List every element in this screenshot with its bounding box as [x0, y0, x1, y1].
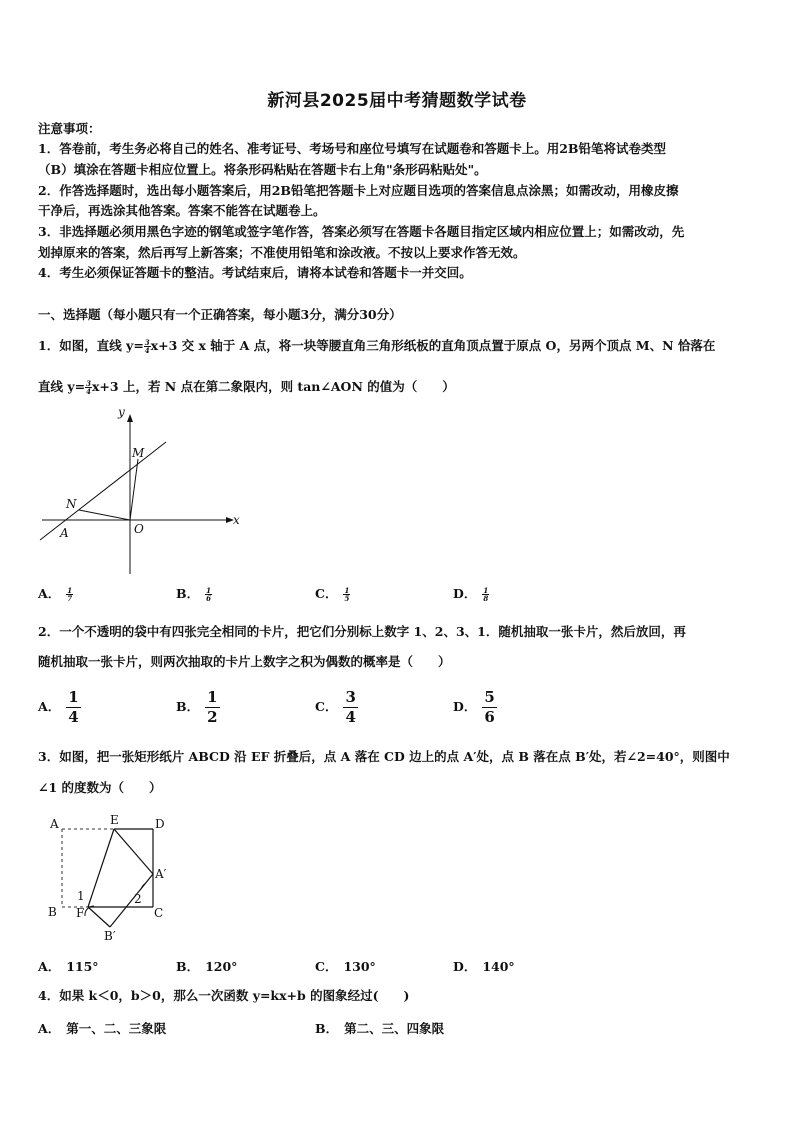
- label-a: A: [60, 526, 69, 540]
- label-angle-2: 2: [134, 892, 142, 906]
- q1-text-b: x+3 上，若 N 点在第二象限内，则 tan∠AON 的值为（ ）: [91, 379, 455, 394]
- q4-option-b[interactable]: [315, 1019, 444, 1037]
- frac-numerator: 3: [144, 338, 150, 347]
- option-label: D．: [453, 959, 477, 974]
- edge-ea: [114, 829, 153, 874]
- label-x: x: [233, 513, 240, 527]
- label-y: y: [118, 405, 125, 419]
- frac-numerator: 1: [68, 688, 79, 706]
- notice-line: 4．考生必须保证答题卡的整洁。考试结束后，请将本试卷和答题卡一并交回。: [38, 265, 472, 280]
- label-b-prime: B′: [104, 929, 116, 940]
- notice-line: （B）填涂在答题卡相应位置上。将条形码粘贴在答题卡右上角"条形码粘贴处"。: [38, 162, 487, 177]
- notice-line: 3．非选择题必须用黑色字迹的钢笔或签字笔作答，答案必须写在答题卡各题目指定区域内相应位置上；如需改动，先: [38, 224, 685, 239]
- option-fraction: [482, 690, 496, 725]
- q1-option-a[interactable]: [38, 584, 73, 602]
- option-label: A．: [38, 959, 61, 974]
- q3-stem-line1: 3．如图，把一张矩形纸片 ABCD 沿 EF 折叠后，点 A 落在 CD 边上的点 A′处，点 B 落在点 B′处，若∠2=40°，则图中: [38, 749, 730, 764]
- q1-option-d[interactable]: [453, 584, 489, 602]
- option-value: 第二、三、四象限: [344, 1021, 445, 1036]
- frac-denominator: 2: [207, 708, 218, 726]
- option-label: D．: [453, 699, 477, 714]
- frac-denominator: 6: [484, 708, 495, 726]
- frac-denominator: 8: [483, 594, 489, 603]
- option-fraction: [66, 587, 73, 602]
- label-o: O: [134, 522, 144, 536]
- option-value: 140°: [482, 959, 515, 974]
- notice-line: 1．答卷前，考生务必将自己的姓名、准考证号、考场号和座位号填写在试题卷和答题卡上。用2B铅笔将试卷类型: [38, 141, 666, 156]
- q1-text-a: 1．如图，直线 y=: [38, 338, 144, 353]
- notice-heading: 注意事项：: [38, 121, 101, 136]
- label-angle-1: 1: [77, 889, 85, 903]
- option-value: 115°: [66, 959, 99, 974]
- frac-denominator: 5: [344, 594, 350, 603]
- frac-denominator: 4: [68, 708, 79, 726]
- option-value: 第一、二、三象限: [66, 1021, 167, 1036]
- q3-stem-line2: ∠1 的度数为（ ）: [38, 780, 162, 795]
- notice-line: 划掉原来的答案，然后再写上新答案；不准使用铅笔和涂改液。不按以上要求作答无效。: [38, 245, 526, 260]
- q3-option-a[interactable]: [38, 957, 99, 975]
- frac-denominator: 7: [67, 594, 73, 603]
- option-fraction: [205, 587, 212, 602]
- notice-line: 2．作答选择题时，选出每小题答案后，用2B铅笔把答题卡上对应题目选项的答案信息点涂黑；如需改动，用橡皮擦: [38, 183, 679, 198]
- label-e: E: [110, 813, 119, 827]
- q1-text-a: 直线 y=: [38, 379, 86, 394]
- fraction: [144, 339, 151, 354]
- option-label: B．: [315, 1021, 339, 1036]
- option-fraction: [343, 587, 350, 602]
- frac-numerator: 1: [206, 586, 211, 595]
- option-label: A．: [38, 586, 61, 601]
- page-title: 新河县2025届中考猜题数学试卷: [267, 91, 527, 111]
- option-value: 120°: [205, 959, 238, 974]
- q1-text-b: x+3 交 x 轴于 A 点，将一块等腰直角三角形纸板的直角顶点置于原点 O，另两个顶点 M、N 恰落在: [150, 338, 716, 353]
- frac-numerator: 3: [345, 688, 356, 706]
- label-a-prime: A′: [155, 867, 167, 881]
- option-label: B．: [176, 959, 200, 974]
- option-label: A．: [38, 699, 61, 714]
- line-am: [40, 442, 166, 540]
- label-m: M: [132, 446, 145, 460]
- segment-om: [130, 459, 138, 520]
- label-f: F: [76, 906, 85, 920]
- label-a: A: [50, 817, 59, 831]
- q2-option-b[interactable]: [176, 690, 220, 725]
- frac-numerator: 1: [67, 586, 73, 595]
- q1-stem-line1: [38, 338, 758, 354]
- option-label: C．: [315, 959, 338, 974]
- q1-option-b[interactable]: [176, 584, 212, 602]
- option-label: C．: [315, 586, 338, 601]
- frac-numerator: 1: [344, 586, 350, 595]
- q3-option-d[interactable]: [453, 957, 515, 975]
- segment-on: [79, 510, 130, 520]
- notice-line: 干净后，再选涂其他答案。答案不能答在试题卷上。: [38, 203, 326, 218]
- q2-stem-line1: 2．一个不透明的袋中有四张完全相同的卡片，把它们分别标上数字 1、2、3、1．随机抽取一张卡片，然后放回，再: [38, 624, 686, 639]
- option-label: B．: [176, 586, 200, 601]
- frac-numerator: 3: [86, 379, 91, 388]
- q2-option-a[interactable]: [38, 690, 81, 725]
- option-label: C．: [315, 699, 338, 714]
- q2-option-d[interactable]: [453, 690, 497, 725]
- label-d: D: [155, 817, 165, 831]
- option-value: 130°: [343, 959, 376, 974]
- fraction: [85, 380, 92, 395]
- q3-figure: [38, 810, 178, 940]
- frac-numerator: 5: [484, 688, 495, 706]
- q1-figure: [30, 402, 250, 580]
- frac-numerator: 1: [483, 586, 489, 595]
- frac-denominator: 4: [86, 387, 91, 396]
- option-label: D．: [453, 586, 477, 601]
- frac-numerator: 1: [207, 688, 218, 706]
- section-heading: 一、选择题（每小题只有一个正确答案，每小题3分，满分30分）: [38, 307, 402, 322]
- q1-stem-line2: [38, 379, 758, 395]
- label-c: C: [154, 906, 164, 920]
- edge-bf: [88, 907, 110, 927]
- option-label: A．: [38, 1021, 61, 1036]
- label-b: B: [48, 905, 57, 919]
- label-n: N: [66, 497, 77, 511]
- frac-denominator: 6: [206, 594, 211, 603]
- option-label: B．: [176, 699, 200, 714]
- edge-ab: [110, 874, 153, 927]
- q3-option-c[interactable]: [315, 957, 376, 975]
- fold-ef: [88, 829, 114, 907]
- q4-stem: 4．如果 k＜0，b＞0，那么一次函数 y=kx+b 的图象经过( ): [38, 988, 410, 1003]
- q2-stem-line2: 随机抽取一张卡片，则两次抽取的卡片上数字之积为偶数的概率是（ ）: [38, 654, 451, 669]
- option-fraction: [66, 690, 80, 725]
- q3-option-b[interactable]: [176, 957, 237, 975]
- y-arrow: [127, 414, 133, 422]
- q1-option-c[interactable]: [315, 584, 350, 602]
- q2-option-c[interactable]: [315, 690, 358, 725]
- frac-denominator: 4: [345, 708, 356, 726]
- option-fraction: [205, 690, 219, 725]
- option-fraction: [482, 587, 489, 602]
- frac-denominator: 4: [144, 346, 150, 355]
- q4-option-a[interactable]: [38, 1019, 166, 1037]
- option-fraction: [343, 690, 357, 725]
